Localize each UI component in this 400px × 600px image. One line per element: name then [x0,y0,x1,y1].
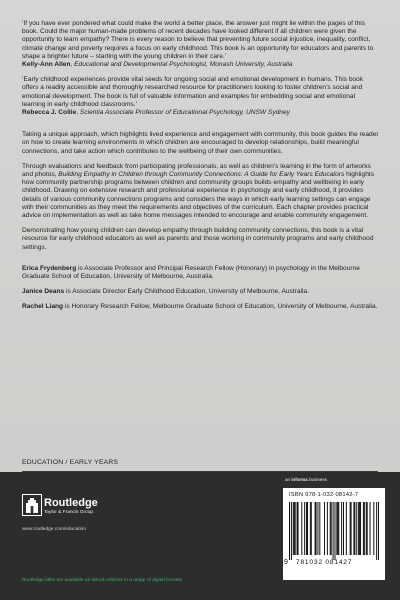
publisher-website[interactable]: www.routledge.com/education [22,527,86,532]
endorser-name: Kelly-Ann Allen [22,61,71,69]
informa-business-line [285,477,327,482]
endorsement-2 [22,76,379,117]
barcode-bar [315,502,316,555]
barcode-bar [324,502,325,555]
barcode-icon [289,502,379,562]
author-bio [22,303,379,311]
author-name: Rachel Liang [22,303,64,311]
barcode-bar [297,502,298,555]
endorser-title: Scientia Associate Professor of Educational Psychology, UNSW Sydney [79,109,290,117]
endorsement-attribution: Rebecca J. Collie, Scientia Associate Professor of Educational Psychology, UNSW Sydney [22,109,290,117]
barcode-bar [331,502,332,555]
endorsement-text: ‘If you have ever pondered what could make the world a better place, the answer just might lie within the pages of this book. Could the major human-made problems of recent decades have looked different if all children were given the opportunity to learn empathy? There is every reason to believe that preventing future social injustice, inequality, conflict, climate change and poverty requires a focus on early childhood. This book is an opportunity for educators and parents to shape a brighter future – starting with the young children in their care.’ [22,20,374,60]
publisher-name: Routledge [44,497,98,509]
cover-text [22,20,379,319]
barcode-bar [310,502,311,555]
barcode-bar [353,502,354,555]
barcode-bar [378,502,379,560]
barcode-bar [319,502,320,555]
barcode-bar [360,502,361,555]
ebook-note: Routledge titles are available as eBook editions in a range of digital formats [22,578,182,583]
author-bio-text: is Associate Director Early Childhood Education, University of Melbourne, Australia. [64,288,309,296]
barcode-bar [327,502,328,555]
barcode-bar [307,502,308,555]
barcode-bar [358,502,359,555]
barcode-bar [370,502,371,555]
barcode-bar [343,502,344,555]
barcode-bar [301,502,302,555]
barcode-bar [367,502,368,555]
barcode-bar [316,502,317,555]
barcode-panel [283,488,385,580]
barcode-number: 781032 081427 [296,559,353,566]
publisher-group: Taylor & Francis Group [44,510,94,515]
barcode-bar [311,502,312,555]
author-bio-text: is Associate Professor and Principal Research Fellow (Honorary) in psychology in the Melbourne Graduate School of Education, University of Melbourne, Australia. [22,264,360,281]
barcode-bar [293,502,294,555]
barcode-bar [373,502,374,555]
author-name: Erica Frydenberg [22,264,77,272]
author-bio [22,288,379,296]
routledge-tower-logo-icon [22,494,42,516]
barcode-bar [351,502,352,555]
barcode-bar [356,502,357,555]
barcode-bar [354,502,355,555]
barcode-bar [337,502,338,555]
barcode-bar [350,502,351,555]
endorsement-attribution: Kelly-Ann Allen, Educational and Developmental Psychologist, Monash University, Australia [22,61,293,69]
barcode-bar [295,502,296,555]
description-text: Through evaluations and feedback from participating professionals, as well as children’s learning in the form of artworks and photos, [22,162,371,179]
author-name: Janice Deans [22,288,65,296]
barcode-bar [330,502,331,555]
endorser-name: Rebecca J. Collie [22,109,77,117]
barcode-bar [291,502,292,560]
barcode-bar [294,502,295,555]
publisher-panel [0,472,400,600]
barcode-bar [289,502,290,560]
barcode-bar [333,502,334,560]
barcode-bar [298,502,299,555]
barcode-bar [334,502,335,560]
endorser-title: Educational and Developmental Psychologist, Monash University, Australia [74,61,293,69]
endorsement-1 [22,20,379,69]
author-bio [22,265,379,281]
book-title: Building Empathy in Children through Community Connections: A Guide for Early Years Educators [58,171,345,179]
barcode-bar [363,502,364,555]
barcode-bar [364,502,365,555]
informa-name: informa [291,477,308,482]
isbn-label: ISBN 978-1-032-08142-7 [289,492,359,498]
description-paragraph [22,163,379,220]
barcode-bar [346,502,347,555]
barcode-bar [366,502,367,555]
barcode-left-digit: 9 [284,559,288,566]
author-bio-text: is Honorary Research Fellow, Melbourne Graduate School of Education, University of Melbourne, Australia. [63,303,378,311]
barcode-bar [336,502,337,555]
description-paragraph: Demonstrating how young children can develop empathy through building community connections, this book is a vital resource for early childhood educators as well as parents and those working in community programs and early childhood settings. [22,227,374,251]
description-paragraph: Taking a unique approach, which highlights lived experience and engagement with community, this book guides the reader on how to create learning environments in which children are encouraged to develop relationships, build meaningful connections, and take action which contributes to the wellbeing of their own communities. [22,131,379,155]
barcode-bar [306,502,307,555]
barcode-bar [317,502,318,555]
informa-suffix: business [309,477,327,482]
informa-prefix: an [285,477,291,482]
barcode-bar [359,502,360,555]
barcode-bar [304,502,305,555]
endorsement-text: ‘Early childhood experiences provide vital seeds for ongoing social and emotional development in humans. This book offers a readily accessible and thoroughly researched resource for practitioners looking to foster children’s social and emotional development. The book is full of valuable information and examples for embedding social and emotional learning in early childhood classrooms.’ [22,76,364,108]
description-text: highlights how community partnership programs between children and community groups builds empathy and wellbeing in early childhood. Drawing on extensive research and professional experience in psychology and early childhood, it provides details of various community connections programs and considers the ways in which early learning settings can engage with their communities as they meet the requirements and objectives of the curriculum. Each chapter provides practical advice on implementation as well as take home messages intended to encourage and enable community engagement. [22,171,374,220]
barcode-bar [338,502,339,555]
barcode-bar [341,502,342,555]
barcode-bar [376,502,377,560]
subject-category: EDUCATION / EARLY YEARS [22,459,119,466]
